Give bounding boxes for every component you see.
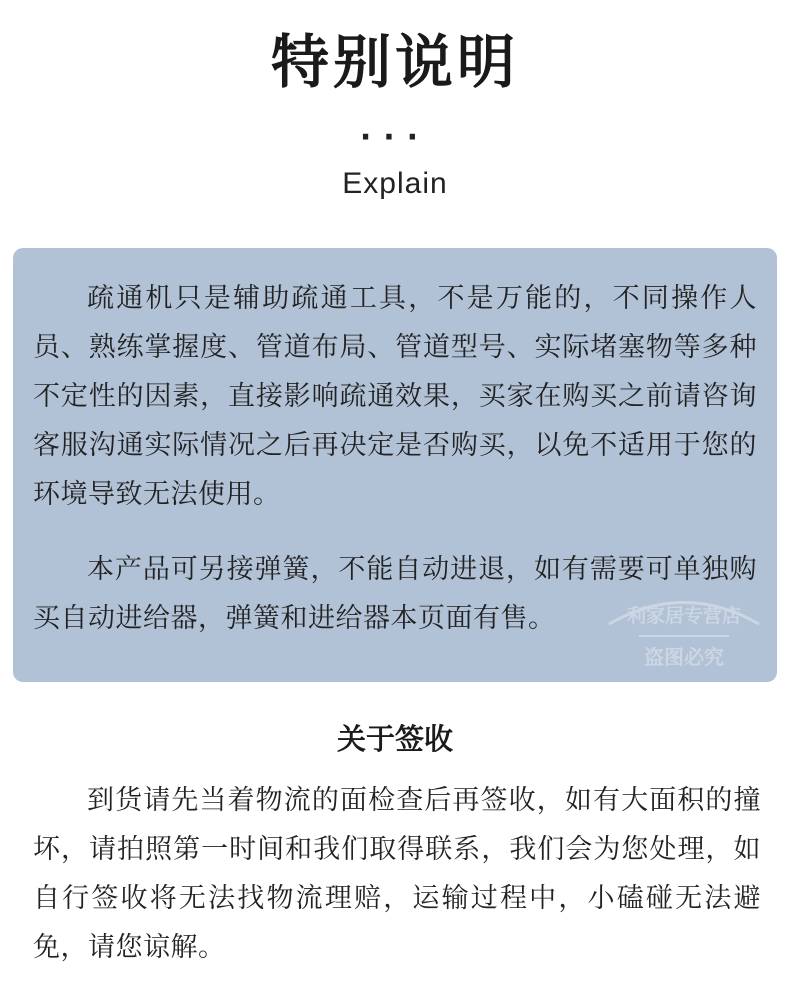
notice-box <box>13 248 777 682</box>
page-title: 特别说明 <box>270 28 519 96</box>
notice-paragraph-2: 本产品可另接弹簧，不能自动进退，如有需要可单独购买自动进给器，弹簧和进给器本页面有售。 <box>33 554 757 634</box>
store-watermark <box>599 586 769 676</box>
watermark-copyright: 盗图必究 <box>644 645 724 669</box>
receipt-section-title: 关于签收 <box>336 722 453 756</box>
receipt-paragraph: 到货请先当着物流的面检查后再签收，如有大面积的撞坏，请拍照第一时间和我们取得联系，我们会为您处理，如自行签收将无法找物流理赔，运输过程中，小磕碰无法避免，请您谅解。 <box>33 785 761 963</box>
receipt-section <box>33 776 761 972</box>
decorative-dots: ··· <box>359 120 431 155</box>
watermark-store-name: 利家居专营店 <box>626 605 742 627</box>
notice-paragraph-1: 疏通机只是辅助疏通工具，不是万能的，不同操作人员、熟练掌握度、管道布局、管道型号、实际堵塞物等多种不定性的因素，直接影响疏通效果，买家在购买之前请咨询客服沟通实际情况之后再决定是否购买，以免不适用于您的环境导致无法使用。 <box>33 283 757 510</box>
page-subtitle: Explain <box>342 167 448 200</box>
